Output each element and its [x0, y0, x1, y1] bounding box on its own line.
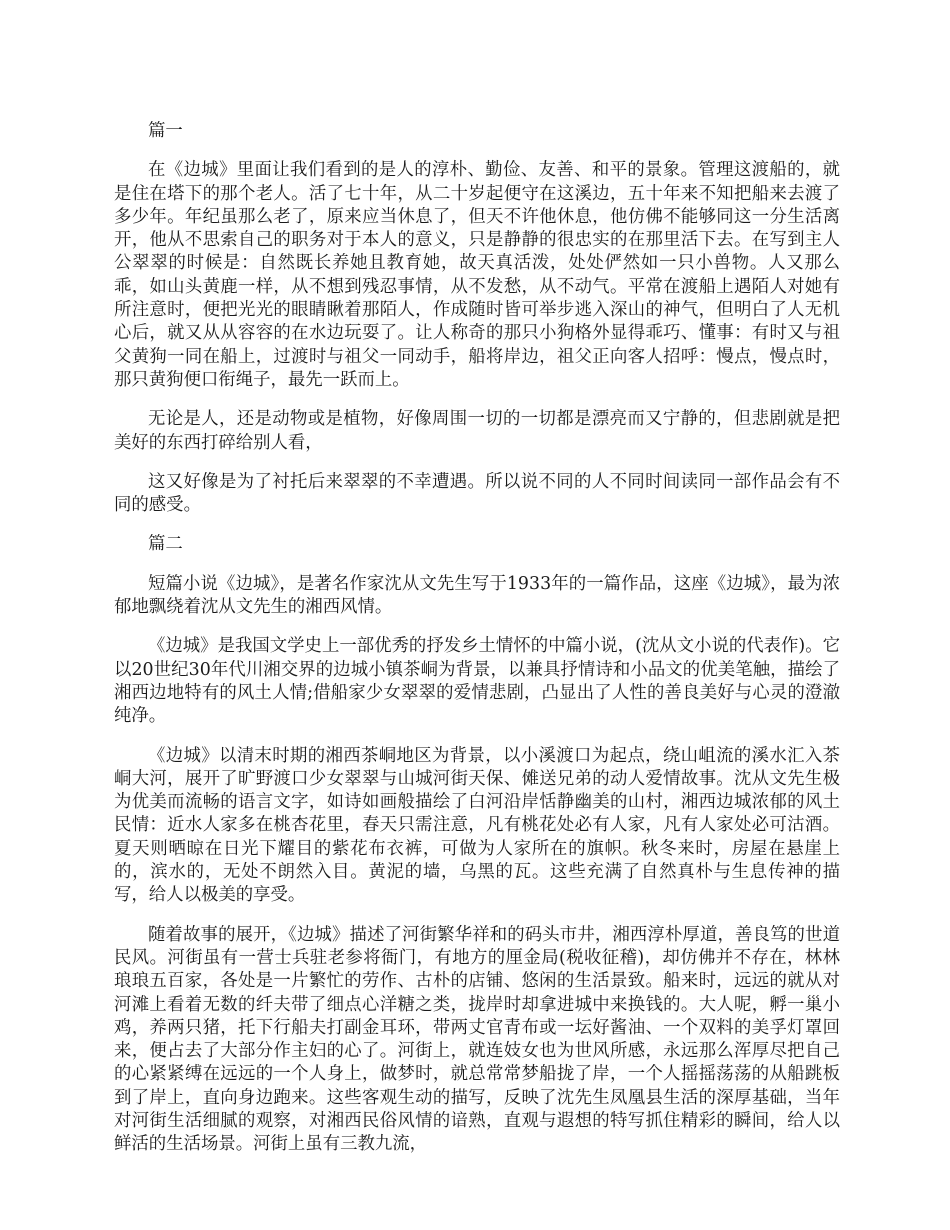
- paragraph: 短篇小说《边城》，是著名作家沈从文先生写于1933年的一篇作品，这座《边城》，最为浓郁地飘绕着沈从文先生的湘西风情。: [114, 573, 840, 618]
- paragraph: 《边城》是我国文学史上一部优秀的抒发乡土情怀的中篇小说，(沈从文小说的代表作)。它以20世纪30年代川湘交界的边城小镇茶峒为背景，以兼具抒情诗和小品文的优美笔触，描绘了湘西边地特有的风土人情;借船家少女翠翠的爱情悲剧，凸显出了人性的善良美好与心灵的澄澈纯净。: [114, 636, 840, 727]
- paragraph: 无论是人，还是动物或是植物，好像周围一切的一切都是漂亮而又宁静的，但悲剧就是把美好的东西打碎给别人看，: [114, 409, 840, 453]
- section-heading: 篇二: [148, 534, 183, 555]
- section-heading: 篇一: [148, 121, 183, 141]
- section-one: [114, 120, 840, 517]
- paragraph: 随着故事的展开，《边城》描述了河街繁华祥和的码头市井，湘西淳朴厚道，善良笃的世道民风。河街虽有一营士兵驻老参将衙门，有地方的厘金局(税收征稽)，却仿佛并不存在，林林琅琅五百家，各处是一片繁忙的劳作、古朴的店铺、悠闲的生活景致。船来时，远远的就从对河滩上看着无数的纤夫带了细点心洋糖之类，拢岸时却拿进城中来换钱的。大人呢，孵一巢小鸡，养两只猪，托下行船夫打副金耳环，带两丈官青布或一坛好酱油、一个双料的美孚灯罩回来，便占去了大部分作主妇的心了。河街上，就连妓女也为世风所感，永远那么浑厚尽把自己的心紧紧缚在远远的一个人身上，做梦时，就总常常梦船拢了岸，一个人摇摇荡荡的从船跳板到了岸上，直向身边跑来。这些客观生动的描写，反映了沈先生凤凰县生活的深厚基础，当年对河街生活细腻的观察，对湘西民俗风情的谙熟，直观与遐想的特写抓住精彩的瞬间，给人以鲜活的生活场景。河街上虽有三教九流，: [114, 924, 840, 1155]
- paragraph: 在《边城》里面让我们看到的是人的淳朴、勤俭、友善、和平的景象。管理这渡船的，就是住在塔下的那个老人。活了七十年，从二十岁起便守在这溪边，五十年来不知把船来去渡了多少年。年纪虽那么老了，原来应当休息了，但天不许他休息，他仿佛不能够同这一分生活离开，他从不思索自己的职务对于本人的意义，只是静静的很忠实的在那里活下去。在写到主人公翠翠的时候是：自然既长养她且教育她，故天真活泼，处处俨然如一只小兽物。人又那么乖，如山头黄鹿一样，从不想到残忍事情，从不发愁，从不动气。平常在渡船上遇陌人对她有所注意时，便把光光的眼睛瞅着那陌人，作成随时皆可举步逃入深山的神气，但明白了人无机心后，就又从从容容的在水边玩耍了。让人称奇的那只小狗格外显得乖巧、懂事：有时又与祖父黄狗一同在船上，过渡时与祖父一同动手，船将岸边，祖父正向客人招呼：慢点，慢点时，那只黄狗便口衔绳子，最先一跃而上。: [114, 160, 840, 390]
- paragraph: 这又好像是为了衬托后来翠翠的不幸遭遇。所以说不同的人不同时间读同一部作品会有不同的感受。: [114, 471, 840, 516]
- section-two: [114, 533, 840, 1156]
- paragraph: 《边城》以清末时期的湘西茶峒地区为背景，以小溪渡口为起点，绕山岨流的溪水汇入茶峒大河，展开了旷野渡口少女翠翠与山城河街天保、傩送兄弟的动人爱情故事。沈从文先生极为优美而流畅的语言文字，如诗如画般描绘了白河沿岸恬静幽美的山村，湘西边城浓郁的风土民情：近水人家多在桃杏花里，春天只需注意，凡有桃花处必有人家，凡有人家处必可沽酒。夏天则晒晾在日光下耀目的紫花布衣裤，可做为人家所在的旗帜。秋冬来时，房屋在悬崖上的，滨水的，无处不朗然入目。黄泥的墙，乌黑的瓦。这些充满了自然真朴与生息传神的描写，给人以极美的享受。: [114, 745, 840, 906]
